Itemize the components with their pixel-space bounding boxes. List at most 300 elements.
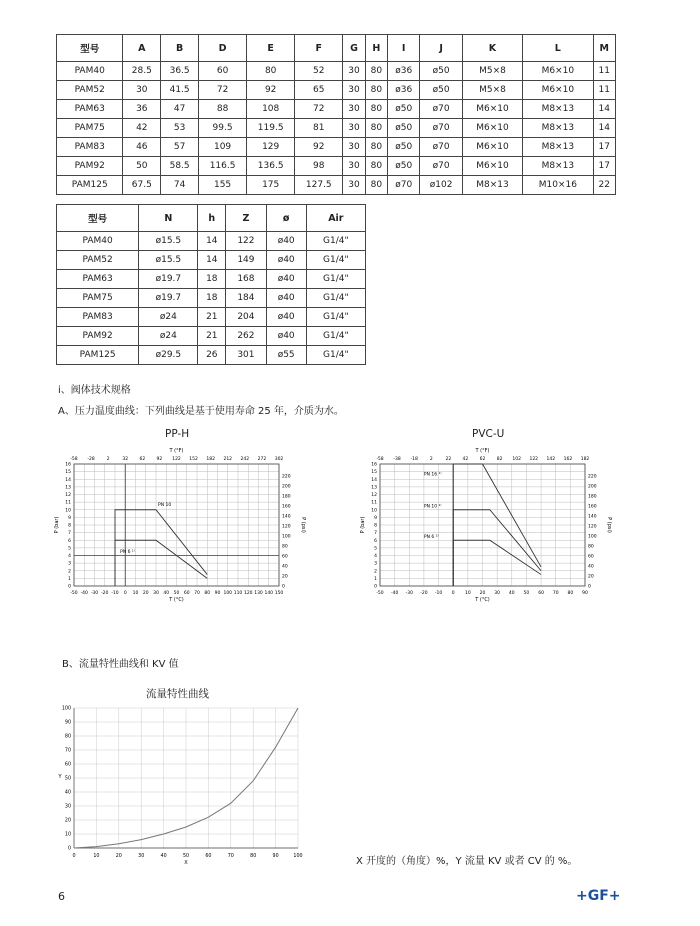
table-cell: ø70 xyxy=(420,157,463,176)
y2-tick-label: 60 xyxy=(588,554,594,560)
table-cell: M6×10 xyxy=(523,62,593,81)
table1-header-cell: I xyxy=(388,35,420,62)
x2-tick-label: 82 xyxy=(496,457,503,462)
table-cell: 21 xyxy=(198,308,226,327)
table-cell: 72 xyxy=(295,100,343,119)
y-tick-label: 13 xyxy=(65,485,71,491)
table-cell: ø40 xyxy=(266,327,306,346)
x-tick-label: 90 xyxy=(582,591,588,596)
y2-tick-label: 0 xyxy=(588,584,591,590)
table-cell: G1/4" xyxy=(306,232,365,251)
table-row xyxy=(57,232,366,251)
table2-header-cell: Air xyxy=(306,205,365,232)
x-tick-label: 0 xyxy=(72,854,76,859)
table-cell: 301 xyxy=(226,346,267,365)
table-cell: G1/4" xyxy=(306,289,365,308)
table-row xyxy=(57,81,616,100)
x-tick-label: 30 xyxy=(494,591,501,596)
table-cell: M8×13 xyxy=(523,138,593,157)
y-tick-label: 14 xyxy=(371,477,377,483)
table-cell: 53 xyxy=(161,119,199,138)
table-cell: 127.5 xyxy=(295,176,343,195)
table1-header-cell: M xyxy=(593,35,615,62)
table-cell: ø50 xyxy=(388,157,420,176)
table-cell: M6×10 xyxy=(462,119,522,138)
y-tick-label: 7 xyxy=(374,531,377,537)
x2-axis-label: T (°F) xyxy=(169,448,184,454)
table-cell: 17 xyxy=(593,157,615,176)
table-cell: 30 xyxy=(123,81,161,100)
table-cell: ø40 xyxy=(266,289,306,308)
x-tick-label: 20 xyxy=(479,591,486,596)
table-cell: M5×8 xyxy=(462,62,522,81)
table-cell: ø70 xyxy=(420,100,463,119)
table-cell: 50 xyxy=(123,157,161,176)
y-tick-label: 11 xyxy=(65,500,71,506)
table1-header-cell: K xyxy=(462,35,522,62)
table2-header-cell: ø xyxy=(266,205,306,232)
table-cell: PAM63 xyxy=(57,270,139,289)
x-axis-label: T (°C) xyxy=(169,597,184,603)
y-tick-label: 30 xyxy=(64,804,71,810)
y-tick-label: 12 xyxy=(65,493,71,498)
table-row xyxy=(57,270,366,289)
y-tick-label: 13 xyxy=(371,485,377,491)
y-tick-label: 1 xyxy=(374,576,377,582)
table-cell: ø19.7 xyxy=(139,289,198,308)
x2-tick-label: 272 xyxy=(257,457,267,462)
table-row xyxy=(57,119,616,138)
dimension-table-1 xyxy=(56,34,616,195)
y-tick-label: 16 xyxy=(371,462,377,468)
x2-tick-label: 2 xyxy=(429,457,433,462)
y-tick-label: 0 xyxy=(67,846,71,852)
table-cell: M6×10 xyxy=(462,157,522,176)
table-cell: PAM52 xyxy=(57,81,123,100)
table-cell: M10×16 xyxy=(523,176,593,195)
y-tick-label: 100 xyxy=(61,706,71,712)
y-tick-label: 14 xyxy=(65,477,71,483)
y2-tick-label: 160 xyxy=(282,504,291,510)
y-tick-label: 20 xyxy=(64,818,71,824)
y2-tick-label: 140 xyxy=(282,514,291,520)
y-tick-label: 2 xyxy=(68,569,71,575)
y-axis-label: Y xyxy=(58,774,62,780)
table1-header-cell: E xyxy=(247,35,295,62)
table-cell: 60 xyxy=(199,62,247,81)
table2-header-cell: h xyxy=(198,205,226,232)
table-cell: 98 xyxy=(295,157,343,176)
table-cell: M8×13 xyxy=(523,157,593,176)
y-tick-label: 50 xyxy=(64,776,71,782)
table-cell: 36 xyxy=(123,100,161,119)
x2-tick-label: 242 xyxy=(240,457,250,462)
x2-tick-label: -18 xyxy=(410,457,418,462)
table-row xyxy=(57,327,366,346)
table-cell: 99.5 xyxy=(199,119,247,138)
x-tick-label: 90 xyxy=(214,591,221,596)
x-tick-label: 0 xyxy=(123,591,127,596)
table-cell: 80 xyxy=(365,119,387,138)
pn-annotation: PN 16 ¹⁾ xyxy=(423,472,442,478)
x-tick-label: -40 xyxy=(80,591,88,596)
table-cell: PAM83 xyxy=(57,138,123,157)
flow-characteristic-chart xyxy=(56,700,311,870)
section-i-heading: i、阀体技术规格 xyxy=(58,385,131,396)
table-cell: 92 xyxy=(295,138,343,157)
gf-logo: +GF+ xyxy=(576,888,621,904)
x-tick-label: -30 xyxy=(405,591,413,596)
y-tick-label: 5 xyxy=(374,546,377,552)
x2-tick-label: 42 xyxy=(462,457,469,462)
table-cell: 204 xyxy=(226,308,267,327)
y2-tick-label: 0 xyxy=(282,584,285,590)
table-cell: 14 xyxy=(593,119,615,138)
y-tick-label: 80 xyxy=(64,734,71,740)
table2-header-cell: N xyxy=(139,205,198,232)
y-tick-label: 3 xyxy=(374,561,377,567)
y-tick-label: 1 xyxy=(68,576,71,582)
table-cell: 30 xyxy=(343,138,365,157)
x-tick-label: 40 xyxy=(508,591,515,596)
y-tick-label: 0 xyxy=(68,584,71,590)
y-tick-label: 16 xyxy=(65,462,71,468)
table-cell: 122 xyxy=(226,232,267,251)
table-cell: ø19.7 xyxy=(139,270,198,289)
table-cell: 262 xyxy=(226,327,267,346)
table-cell: 26 xyxy=(198,346,226,365)
x-tick-label: 40 xyxy=(163,591,170,596)
table-cell: M8×13 xyxy=(462,176,522,195)
y2-tick-label: 140 xyxy=(588,514,597,520)
table-cell: 21 xyxy=(198,327,226,346)
table-cell: ø70 xyxy=(420,119,463,138)
y2-axis-label: P (psi) xyxy=(300,517,306,533)
y-tick-label: 10 xyxy=(371,508,377,514)
page-number: 6 xyxy=(58,890,65,903)
table-cell: M8×13 xyxy=(523,119,593,138)
table-cell: ø50 xyxy=(388,100,420,119)
y-tick-label: 70 xyxy=(64,748,71,754)
table-cell: 175 xyxy=(247,176,295,195)
x2-axis-label: T (°F) xyxy=(475,448,490,454)
x2-tick-label: 102 xyxy=(512,457,521,462)
y-tick-label: 90 xyxy=(64,720,71,726)
y-tick-label: 4 xyxy=(374,554,377,559)
y2-axis-label: P (psi) xyxy=(606,517,612,533)
table-cell: 18 xyxy=(198,270,226,289)
table-cell: G1/4" xyxy=(306,346,365,365)
x2-tick-label: -58 xyxy=(70,457,78,462)
y-tick-label: 11 xyxy=(371,500,377,506)
section-a-heading: A、压力温度曲线：下列曲线是基于使用寿命 25 年，介质为水。 xyxy=(58,406,344,417)
table-cell: 30 xyxy=(343,176,365,195)
table-cell: ø70 xyxy=(388,176,420,195)
y2-tick-label: 200 xyxy=(282,484,291,490)
x-tick-label: 80 xyxy=(250,854,257,859)
flow-note: X 开度的（角度）%，Y 流量 KV 或者 CV 的 %。 xyxy=(356,856,578,867)
table-cell: 57 xyxy=(161,138,199,157)
pn-annotation: PN 6 ²⁾ xyxy=(423,534,439,540)
table-cell: PAM52 xyxy=(57,251,139,270)
table-cell: ø24 xyxy=(139,308,198,327)
table-cell: 92 xyxy=(247,81,295,100)
table-cell: 116.5 xyxy=(199,157,247,176)
table-cell: 14 xyxy=(593,100,615,119)
table-row xyxy=(57,62,616,81)
table-cell: 46 xyxy=(123,138,161,157)
table1-header-cell: G xyxy=(343,35,365,62)
y-tick-label: 15 xyxy=(65,470,71,476)
x-tick-label: 70 xyxy=(194,591,200,596)
x-tick-label: 0 xyxy=(451,591,455,596)
y2-tick-label: 180 xyxy=(282,494,291,500)
y-tick-label: 5 xyxy=(68,546,71,552)
table-cell: 30 xyxy=(343,81,365,100)
x-tick-label: -20 xyxy=(420,591,428,596)
table-row xyxy=(57,289,366,308)
y2-tick-label: 120 xyxy=(282,524,291,530)
table-cell: 14 xyxy=(198,232,226,251)
table-cell: ø40 xyxy=(266,232,306,251)
x-axis-label: T (°C) xyxy=(475,597,490,603)
table-cell: ø15.5 xyxy=(139,232,198,251)
x2-tick-label: 182 xyxy=(580,457,590,462)
x-tick-label: 100 xyxy=(293,854,303,859)
table-cell: ø40 xyxy=(266,270,306,289)
table-cell: 72 xyxy=(199,81,247,100)
table-cell: M6×10 xyxy=(523,81,593,100)
x-tick-label: -50 xyxy=(376,591,384,596)
table-cell: 149 xyxy=(226,251,267,270)
x2-tick-label: 22 xyxy=(445,457,452,462)
table-cell: 65 xyxy=(295,81,343,100)
x-tick-label: -40 xyxy=(390,591,399,596)
y2-tick-label: 40 xyxy=(588,564,594,570)
x-tick-label: 60 xyxy=(205,854,212,859)
table-cell: ø70 xyxy=(420,138,463,157)
y-tick-label: 8 xyxy=(68,523,71,529)
table-cell: 108 xyxy=(247,100,295,119)
table-cell: G1/4" xyxy=(306,270,365,289)
table-cell: PAM92 xyxy=(57,157,123,176)
x-tick-label: 20 xyxy=(115,854,122,859)
table-cell: ø40 xyxy=(266,308,306,327)
table1-header-cell: B xyxy=(161,35,199,62)
x-tick-label: 150 xyxy=(274,591,284,596)
x-tick-label: 120 xyxy=(243,591,253,596)
table-cell: 14 xyxy=(198,251,226,270)
y-tick-label: 12 xyxy=(371,493,377,498)
table-cell: PAM75 xyxy=(57,289,139,308)
x-tick-label: 90 xyxy=(272,854,279,859)
table-cell: 80 xyxy=(365,62,387,81)
x2-tick-label: -38 xyxy=(393,457,401,462)
table-cell: ø24 xyxy=(139,327,198,346)
y-tick-label: 9 xyxy=(374,515,377,521)
x-tick-label: -50 xyxy=(70,591,78,596)
table-cell: 47 xyxy=(161,100,199,119)
y2-tick-label: 120 xyxy=(588,524,597,530)
table1-header-cell: D xyxy=(199,35,247,62)
x2-tick-label: 62 xyxy=(139,457,146,462)
flow-chart-title: 流量特性曲线 xyxy=(146,688,209,700)
x2-tick-label: -28 xyxy=(87,457,95,462)
x-tick-label: 60 xyxy=(538,591,544,596)
y2-tick-label: 160 xyxy=(588,504,597,510)
y2-tick-label: 80 xyxy=(282,544,288,550)
table-cell: 168 xyxy=(226,270,267,289)
table-cell: M6×10 xyxy=(462,138,522,157)
x2-tick-label: 32 xyxy=(122,457,129,462)
table1-header-cell: L xyxy=(523,35,593,62)
table-cell: 119.5 xyxy=(247,119,295,138)
y-tick-label: 10 xyxy=(64,832,71,838)
x2-tick-label: 122 xyxy=(172,457,181,462)
y2-tick-label: 40 xyxy=(282,564,288,570)
table-cell: M6×10 xyxy=(462,100,522,119)
x2-tick-label: 142 xyxy=(546,457,556,462)
table-cell: 80 xyxy=(365,157,387,176)
table-cell: PAM125 xyxy=(57,176,123,195)
table1-header-cell: J xyxy=(420,35,463,62)
table1-header-cell: 型号 xyxy=(57,35,123,62)
table-cell: PAM92 xyxy=(57,327,139,346)
y-tick-label: 7 xyxy=(68,531,71,537)
table-cell: ø36 xyxy=(388,62,420,81)
table-cell: ø50 xyxy=(420,62,463,81)
table2-header-cell: Z xyxy=(226,205,267,232)
y-tick-label: 6 xyxy=(68,538,71,544)
table-cell: 17 xyxy=(593,138,615,157)
table-cell: G1/4" xyxy=(306,327,365,346)
x2-tick-label: 62 xyxy=(479,457,486,462)
table-cell: 30 xyxy=(343,62,365,81)
x-tick-label: 30 xyxy=(138,854,145,859)
table-cell: G1/4" xyxy=(306,251,365,270)
y-tick-label: 8 xyxy=(374,523,377,529)
table-cell: 58.5 xyxy=(161,157,199,176)
y2-tick-label: 100 xyxy=(588,534,597,540)
x-tick-label: 70 xyxy=(227,854,234,859)
y2-tick-label: 80 xyxy=(588,544,594,550)
pn-annotation: PN 10 xyxy=(158,502,172,508)
table-row xyxy=(57,138,616,157)
x-tick-label: -20 xyxy=(101,591,109,596)
table-cell: 36.5 xyxy=(161,62,199,81)
y2-tick-label: 180 xyxy=(588,494,597,500)
table-cell: 74 xyxy=(161,176,199,195)
y-tick-label: 0 xyxy=(374,584,377,590)
y-axis-label: P (bar) xyxy=(360,516,366,534)
x-tick-label: 50 xyxy=(523,591,530,596)
x2-tick-label: 152 xyxy=(189,457,198,462)
table-cell: ø36 xyxy=(388,81,420,100)
x-axis-label: X xyxy=(184,860,188,866)
table-cell: M8×13 xyxy=(523,100,593,119)
y2-tick-label: 20 xyxy=(282,574,288,580)
x2-tick-label: 182 xyxy=(206,457,215,462)
x2-tick-label: 162 xyxy=(563,457,573,462)
table-cell: 18 xyxy=(198,289,226,308)
x2-tick-label: 302 xyxy=(274,457,284,462)
table-cell: 136.5 xyxy=(247,157,295,176)
x-tick-label: 140 xyxy=(264,591,274,596)
y-tick-label: 3 xyxy=(68,561,71,567)
table-cell: 88 xyxy=(199,100,247,119)
table-cell: 80 xyxy=(365,176,387,195)
x-tick-label: 50 xyxy=(182,854,190,859)
dimension-table-2 xyxy=(56,204,366,365)
y-tick-label: 9 xyxy=(68,515,71,521)
table1-header-cell: F xyxy=(295,35,343,62)
table-cell: 22 xyxy=(593,176,615,195)
table-cell: ø55 xyxy=(266,346,306,365)
pph-chart-title: PP-H xyxy=(165,428,190,440)
pvcu-pressure-temperature-chart xyxy=(358,446,613,611)
table-cell: 80 xyxy=(247,62,295,81)
x2-tick-label: -58 xyxy=(376,457,384,462)
x-tick-label: 40 xyxy=(160,854,167,859)
pph-pressure-temperature-chart xyxy=(52,446,307,611)
table-cell: ø50 xyxy=(388,119,420,138)
table-cell: ø29.5 xyxy=(139,346,198,365)
pvcu-chart-title: PVC-U xyxy=(472,428,505,440)
y-tick-label: 15 xyxy=(371,470,377,476)
table-row xyxy=(57,251,366,270)
table1-header-cell: H xyxy=(365,35,387,62)
table-cell: ø15.5 xyxy=(139,251,198,270)
y2-tick-label: 220 xyxy=(588,474,597,480)
table-cell: ø50 xyxy=(388,138,420,157)
table-cell: 109 xyxy=(199,138,247,157)
table-cell: PAM40 xyxy=(57,232,139,251)
table-cell: PAM63 xyxy=(57,100,123,119)
table-row xyxy=(57,100,616,119)
x-tick-label: 20 xyxy=(142,591,149,596)
table-cell: 155 xyxy=(199,176,247,195)
x-tick-label: -30 xyxy=(90,591,99,596)
y2-tick-label: 220 xyxy=(282,474,291,480)
x-tick-label: 130 xyxy=(254,591,263,596)
x-tick-label: 60 xyxy=(183,591,190,596)
table1-header-cell: A xyxy=(123,35,161,62)
x-tick-label: 110 xyxy=(233,591,243,596)
table-cell: 11 xyxy=(593,81,615,100)
table-cell: 80 xyxy=(365,100,387,119)
table-cell: 184 xyxy=(226,289,267,308)
x-tick-label: 10 xyxy=(93,854,100,859)
table-row xyxy=(57,176,616,195)
y-tick-label: 10 xyxy=(65,508,71,514)
x-tick-label: 30 xyxy=(153,591,159,596)
table-cell: 129 xyxy=(247,138,295,157)
table-cell: PAM40 xyxy=(57,62,123,81)
y2-tick-label: 60 xyxy=(282,554,288,560)
y2-tick-label: 200 xyxy=(588,484,597,490)
y-tick-label: 6 xyxy=(374,538,377,544)
x-tick-label: 80 xyxy=(204,591,211,596)
table-cell: M5×8 xyxy=(462,81,522,100)
x-tick-label: 70 xyxy=(552,591,559,596)
x-tick-label: -10 xyxy=(111,591,119,596)
pn-annotation: PN 6 ¹⁾ xyxy=(120,550,135,556)
x-tick-label: 10 xyxy=(132,591,139,596)
table-cell: 11 xyxy=(593,62,615,81)
pn-annotation: PN 10 ²⁾ xyxy=(423,504,442,510)
table-row xyxy=(57,346,366,365)
table-cell: ø102 xyxy=(420,176,463,195)
